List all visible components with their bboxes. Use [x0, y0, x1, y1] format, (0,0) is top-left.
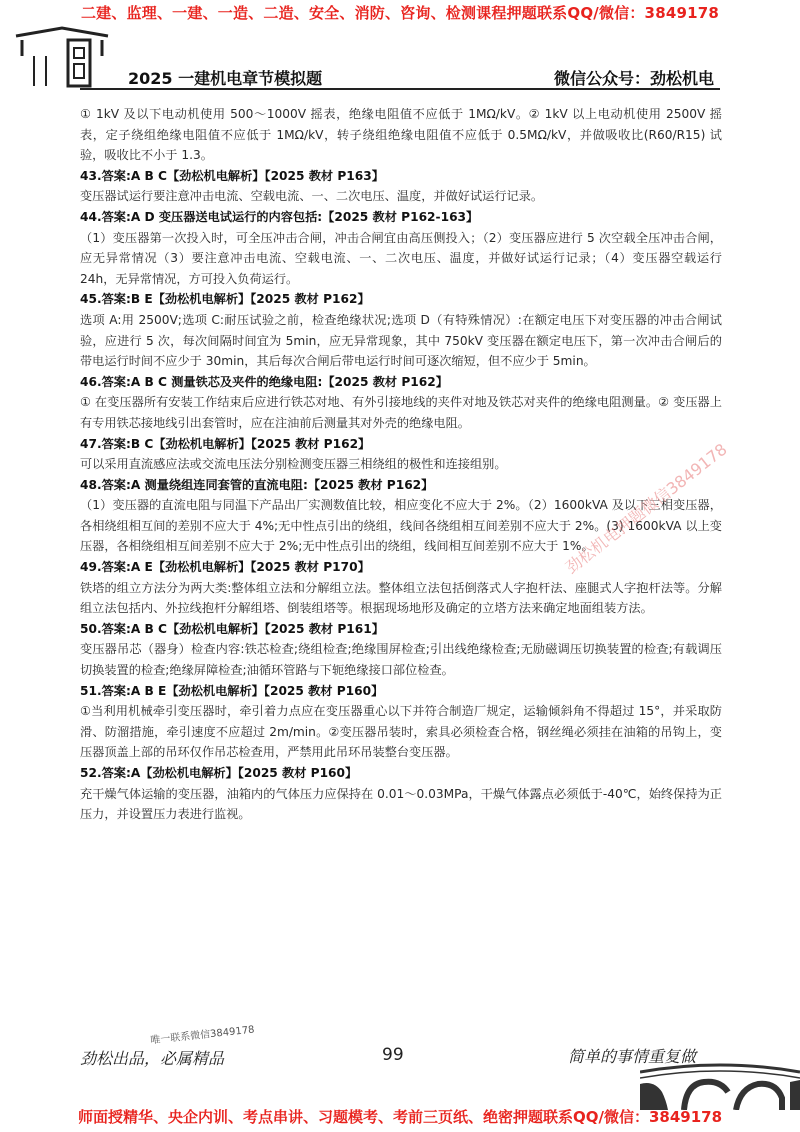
page-number: 99	[382, 1045, 404, 1065]
answer-46-heading: 46.答案:A B C 测量铁芯及夹件的绝缘电阻:【2025 教材 P162】	[80, 374, 448, 389]
footer-slogan-left: 劲松出品，必属精品	[80, 1049, 225, 1068]
answer-48-body: （1）变压器的直流电阻与同温下产品出厂实测数值比较，相应变化不应大于 2%。（2）1600kVA 及以下三相变压器，各相绕组相互间的差别不应大于 4%;无中性点引出的绕组，线间各绕组相互间差别不应大于 2%。(3) 1600kVA 以上变压器，各相绕组相互间差别不应大于 2%;无中性点引出的绕组，线间相互间差别不应大于 1%。	[80, 498, 722, 554]
small-watermark: 唯一联系微信3849178	[149, 1024, 256, 1047]
answer-44-heading: 44.答案:A D 变压器送电试运行的内容包括:【2025 教材 P162-163】	[80, 209, 479, 224]
answer-51-heading: 51.答案:A B E【劲松机电解析】【2025 教材 P160】	[80, 683, 384, 698]
arch-bridge-icon	[640, 1058, 800, 1110]
answer-52-body: 充干燥气体运输的变压器，油箱内的气体压力应保持在 0.01～0.03MPa，干燥气体露点必须低于-40℃，始终保持为正压力，并设置压力表进行监视。	[80, 786, 722, 822]
footer-slogan-right: 简单的事情重复做	[568, 1047, 697, 1066]
answer-48-heading: 48.答案:A 测量绕组连同套管的直流电阻:【2025 教材 P162】	[80, 477, 434, 492]
answer-47-heading: 47.答案:B C【劲松机电解析】【2025 教材 P162】	[80, 436, 371, 451]
document-title: 2025 一建机电章节模拟题	[128, 69, 323, 88]
answer-49-heading: 49.答案:A E【劲松机电解析】【2025 教材 P170】	[80, 560, 370, 575]
answer-47-body: 可以采用直流感应法或交流电压法分别检测变压器三相绕组的极性和连接组别。	[80, 457, 507, 472]
diagonal-watermark: 劲松机电押题微信3849178	[561, 439, 731, 578]
logo-icon	[14, 26, 110, 88]
top-contact-banner: 二建、监理、一建、一造、二造、安全、消防、咨询、检测课程押题联系QQ/微信：3849178	[80, 4, 720, 22]
header-divider	[80, 88, 720, 90]
answer-51-body: ①当利用机械牵引变压器时，牵引着力点应在变压器重心以下并符合制造厂规定，运输倾斜角不得超过 15°，并采取防滑、防溜措施，牵引速度不应超过 2m/min。②变压器吊装时，索具必须检查合格，钢丝绳必须挂在油箱的吊钩上，变压器顶盖上部的吊环仅作吊芯检查用，严禁用此吊环吊装整台变压器。	[80, 704, 722, 760]
answer-45-heading: 45.答案:B E【劲松机电解析】【2025 教材 P162】	[80, 292, 370, 307]
wechat-account-label: 微信公众号：劲松机电	[553, 69, 714, 88]
bottom-contact-banner: 师面授精华、央企内训、考点串讲、习题模考、考前三页纸、绝密押题联系QQ/微信：3849178	[77, 1108, 723, 1126]
answer-50-heading: 50.答案:A B C【劲松机电解析】【2025 教材 P161】	[80, 621, 384, 636]
answer-46-body: ① 在变压器所有安装工作结束后应进行铁芯对地、有外引接地线的夹件对地及铁芯对夹件的绝缘电阻测量。② 变压器上有专用铁芯接地线引出套管时，应在注油前后测量其对外壳的绝缘电阻。	[80, 395, 722, 430]
answer-43-body: 变压器试运行要注意冲击电流、空载电流、一、二次电压、温度，并做好试运行记录。	[80, 189, 544, 204]
answer-explanations	[80, 104, 722, 825]
answer-49-body: 铁塔的组立方法分为两大类:整体组立法和分解组立法。整体组立法包括倒落式人字抱杆法、座腿式人字抱杆法等。分解组立法包括内、外拉线抱杆分解组塔、倒装组塔等。根据现场地形及确定的立塔方法来确定地面组装方法。	[80, 580, 722, 616]
answer-45-body: 选项 A:用 2500V;选项 C:耐压试验之前，检查绝缘状况;选项 D（有特殊情况）:在额定电压下对变压器的冲击合闸试验，应进行 5 次，每次间隔时间宜为 5min，应无异常现象，其中 750kV 变压器在额定电压下，第一次冲击合闸后的带电运行时间不应少于 30min，其后每次合闸后带电运行时间可逐次缩短，但不应少于 5min。	[80, 312, 722, 369]
answer-52-heading: 52.答案:A【劲松机电解析】【2025 教材 P160】	[80, 766, 358, 780]
intro-paragraph: ① 1kV 及以下电动机使用 500～1000V 摇表，绝缘电阻值不应低于 1MΩ/kV。② 1kV 以上电动机使用 2500V 摇表，定子绕组绝缘电阻值不应低于 1MΩ/kV，转子绕组绝缘电阻值不应低于 0.5MΩ/kV，并做吸收比(R60/R15) 试验，吸收比不小于 1.3。	[80, 107, 722, 163]
answer-44-body: （1）变压器第一次投入时，可全压冲击合闸，冲击合闸宜由高压侧投入；（2）变压器应进行 5 次空载全压冲击合闸，应无异常情况（3）要注意冲击电流、空载电流、一、二次电压、温度，并做好试运行记录；（4）变压器空载运行 24h，无异常情况，方可投入负荷运行。	[80, 230, 722, 286]
answer-50-body: 变压器吊芯（器身）检查内容:铁芯检查;绕组检查;绝缘围屏检查;引出线绝缘检查;无励磁调压切换装置的检查;有载调压切换装置的检查;绝缘屏障检查;油循环管路与下轭绝缘接口部位检查。	[80, 642, 722, 678]
answer-43-heading: 43.答案:A B C【劲松机电解析】【2025 教材 P163】	[80, 168, 384, 183]
